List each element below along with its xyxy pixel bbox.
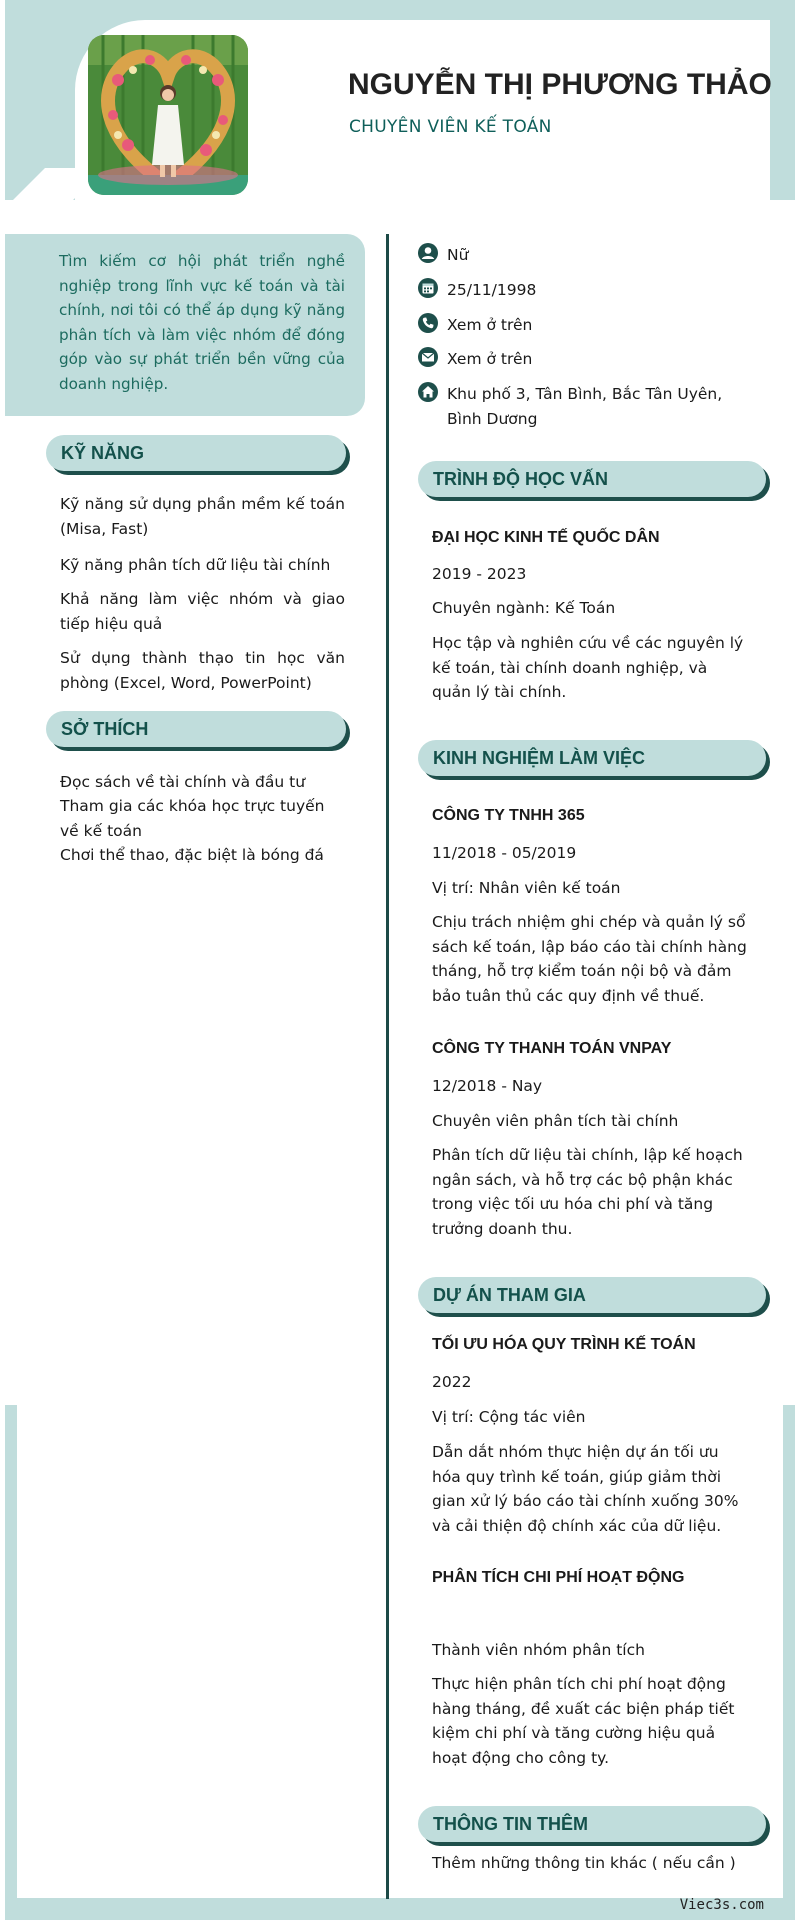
column-divider bbox=[386, 234, 389, 1899]
project-name: TỐI ƯU HÓA QUY TRÌNH KẾ TOÁN bbox=[432, 1336, 696, 1353]
experience-heading: KINH NGHIỆM LÀM VIỆC bbox=[418, 740, 766, 776]
job-description: Phân tích dữ liệu tài chính, lập kế hoạch ngân sách, và hỗ trợ các bộ phận khác trong việc tối ưu hóa chi phí và tăng trưởng doanh thu. bbox=[432, 1146, 743, 1238]
person-icon bbox=[418, 243, 438, 263]
skill-item: Sử dụng thành thạo tin học văn phòng (Excel, Word, PowerPoint) bbox=[60, 649, 345, 692]
email-value: Xem ở trên bbox=[447, 350, 533, 368]
calendar-icon bbox=[418, 278, 438, 298]
additional-info-heading: THÔNG TIN THÊM bbox=[418, 1806, 766, 1842]
education-heading: TRÌNH ĐỘ HỌC VẤN bbox=[418, 461, 766, 497]
projects-heading: DỰ ÁN THAM GIA bbox=[418, 1277, 766, 1313]
phone-icon bbox=[418, 313, 438, 333]
project-description: Dẫn dắt nhóm thực hiện dự án tối ưu hóa quy trình kế toán, giúp giảm thời gian xử lý báo cáo tài chính xuống 30% và cải thiện độ chính xác của dữ liệu. bbox=[432, 1443, 739, 1535]
skill-item: Kỹ năng sử dụng phần mềm kế toán (Misa, Fast) bbox=[60, 495, 345, 538]
hobby-item: Chơi thể thao, đặc biệt là bóng đá bbox=[60, 846, 324, 864]
additional-info-text: Thêm những thông tin khác ( nếu cần ) bbox=[432, 1854, 736, 1872]
skill-item: Khả năng làm việc nhóm và giao tiếp hiệu quả bbox=[60, 590, 345, 633]
hobbies-heading: SỞ THÍCH bbox=[46, 711, 346, 747]
job-description: Chịu trách nhiệm ghi chép và quản lý sổ sách kế toán, lập báo cáo tài chính hàng tháng, hỗ trợ kiểm toán nội bộ và đảm bảo tuân thủ các quy định về thuế. bbox=[432, 913, 747, 1005]
education-period: 2019 - 2023 bbox=[432, 565, 527, 583]
address-value: Khu phố 3, Tân Bình, Bắc Tân Uyên, Bình Dương bbox=[447, 385, 723, 428]
job-title: CHUYÊN VIÊN KẾ TOÁN bbox=[349, 117, 552, 137]
footer-right-border bbox=[783, 1405, 795, 1920]
job-period: 12/2018 - Nay bbox=[432, 1077, 543, 1095]
school-name: ĐẠI HỌC KINH TẾ QUỐC DÂN bbox=[432, 529, 660, 546]
project-year: 2022 bbox=[432, 1373, 472, 1391]
candidate-name: NGUYỄN THỊ PHƯƠNG THẢO bbox=[348, 68, 772, 101]
job-period: 11/2018 - 05/2019 bbox=[432, 844, 577, 862]
job-position: Vị trí: Nhân viên kế toán bbox=[432, 879, 621, 897]
job-position: Chuyên viên phân tích tài chính bbox=[432, 1112, 679, 1130]
dob-value: 25/11/1998 bbox=[447, 281, 537, 299]
project-name: PHÂN TÍCH CHI PHÍ HOẠT ĐỘNG bbox=[432, 1569, 685, 1586]
envelope-icon bbox=[418, 347, 438, 367]
project-description: Thực hiện phân tích chi phí hoạt động hàng tháng, đề xuất các biện pháp tiết kiệm chi phí và tăng cường hiệu quả hoạt động cho công ty. bbox=[432, 1675, 735, 1767]
gender-value: Nữ bbox=[447, 246, 469, 264]
company-name: CÔNG TY TNHH 365 bbox=[432, 807, 585, 824]
phone-value: Xem ở trên bbox=[447, 316, 533, 334]
company-name: CÔNG TY THANH TOÁN VNPAY bbox=[432, 1040, 672, 1057]
project-role: Thành viên nhóm phân tích bbox=[432, 1641, 645, 1659]
career-objective: Tìm kiếm cơ hội phát triển nghề nghiệp trong lĩnh vực kế toán và tài chính, nơi tôi có thể áp dụng kỹ năng phân tích và làm việc nhóm để đóng góp vào sự phát triển bền vững của doanh nghiệp. bbox=[59, 252, 345, 393]
skill-item: Kỹ năng phân tích dữ liệu tài chính bbox=[60, 556, 331, 574]
watermark: Viec3s.com bbox=[679, 1897, 764, 1913]
home-icon bbox=[418, 382, 438, 402]
hobby-item: Đọc sách về tài chính và đầu tư bbox=[60, 773, 306, 791]
hobby-item: Tham gia các khóa học trực tuyến về kế toán bbox=[60, 797, 325, 840]
skills-heading: KỸ NĂNG bbox=[46, 435, 346, 471]
education-description: Học tập và nghiên cứu về các nguyên lý kế toán, tài chính doanh nghiệp, và quản lý tài chính. bbox=[432, 634, 744, 701]
project-role: Vị trí: Cộng tác viên bbox=[432, 1408, 586, 1426]
footer-bar bbox=[5, 1898, 795, 1920]
profile-photo bbox=[88, 35, 248, 195]
education-major: Chuyên ngành: Kế Toán bbox=[432, 599, 616, 617]
footer-left-border bbox=[5, 1405, 17, 1920]
